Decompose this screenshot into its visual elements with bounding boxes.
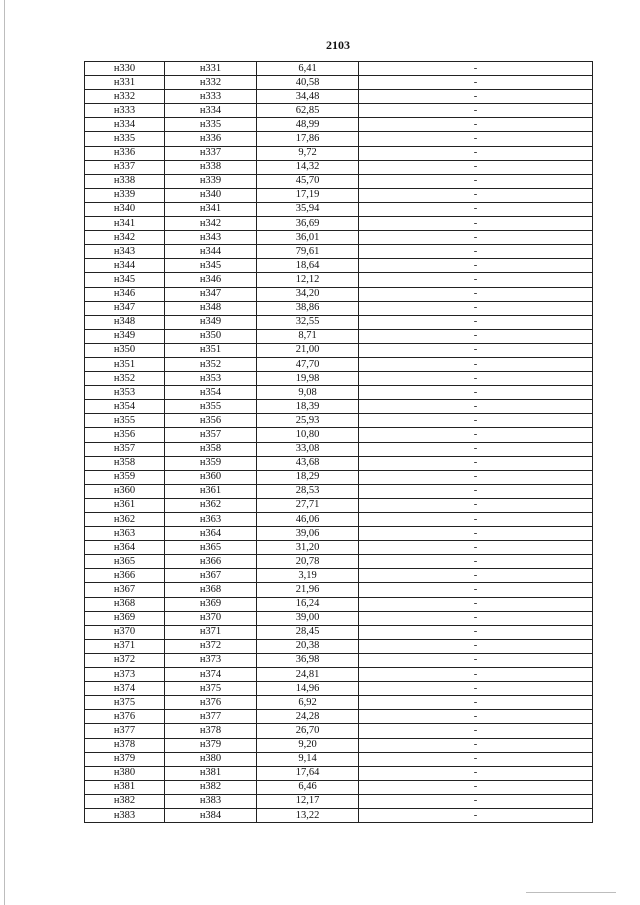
note-cell: - bbox=[359, 696, 593, 710]
point-from-cell: н367 bbox=[85, 583, 165, 597]
note-cell: - bbox=[359, 400, 593, 414]
table-row bbox=[85, 569, 593, 583]
point-to-cell: н358 bbox=[165, 442, 257, 456]
point-to-cell: н373 bbox=[165, 653, 257, 667]
point-to-cell: н340 bbox=[165, 188, 257, 202]
table-row bbox=[85, 245, 593, 259]
table-row bbox=[85, 357, 593, 371]
point-to-cell: н356 bbox=[165, 414, 257, 428]
note-cell: - bbox=[359, 386, 593, 400]
note-cell: - bbox=[359, 442, 593, 456]
table-row bbox=[85, 752, 593, 766]
note-cell: - bbox=[359, 710, 593, 724]
point-from-cell: н364 bbox=[85, 541, 165, 555]
point-to-cell: н375 bbox=[165, 682, 257, 696]
note-cell: - bbox=[359, 414, 593, 428]
note-cell: - bbox=[359, 329, 593, 343]
table-row bbox=[85, 90, 593, 104]
note-cell: - bbox=[359, 273, 593, 287]
table-row bbox=[85, 696, 593, 710]
distance-cell: 39,06 bbox=[257, 527, 359, 541]
point-from-cell: н334 bbox=[85, 118, 165, 132]
point-from-cell: н345 bbox=[85, 273, 165, 287]
distance-cell: 8,71 bbox=[257, 329, 359, 343]
distance-cell: 14,32 bbox=[257, 160, 359, 174]
distance-cell: 12,17 bbox=[257, 794, 359, 808]
table-row bbox=[85, 738, 593, 752]
page-number: 2103 bbox=[326, 38, 350, 52]
bottom-rule bbox=[526, 892, 616, 893]
note-cell: - bbox=[359, 301, 593, 315]
point-to-cell: н339 bbox=[165, 174, 257, 188]
point-from-cell: н360 bbox=[85, 484, 165, 498]
table-row bbox=[85, 611, 593, 625]
distance-cell: 21,96 bbox=[257, 583, 359, 597]
table-row bbox=[85, 329, 593, 343]
point-to-cell: н334 bbox=[165, 104, 257, 118]
point-from-cell: н337 bbox=[85, 160, 165, 174]
point-from-cell: н333 bbox=[85, 104, 165, 118]
note-cell: - bbox=[359, 160, 593, 174]
note-cell: - bbox=[359, 780, 593, 794]
table-row bbox=[85, 668, 593, 682]
table-row bbox=[85, 231, 593, 245]
point-to-cell: н354 bbox=[165, 386, 257, 400]
distance-cell: 9,20 bbox=[257, 738, 359, 752]
table-body bbox=[85, 62, 593, 823]
distance-cell: 32,55 bbox=[257, 315, 359, 329]
point-to-cell: н376 bbox=[165, 696, 257, 710]
distance-cell: 79,61 bbox=[257, 245, 359, 259]
distance-cell: 14,96 bbox=[257, 682, 359, 696]
note-cell: - bbox=[359, 231, 593, 245]
table-row bbox=[85, 541, 593, 555]
point-from-cell: н383 bbox=[85, 808, 165, 822]
point-to-cell: н361 bbox=[165, 484, 257, 498]
table-row bbox=[85, 470, 593, 484]
distance-cell: 6,92 bbox=[257, 696, 359, 710]
table-row bbox=[85, 625, 593, 639]
point-from-cell: н351 bbox=[85, 357, 165, 371]
table-row bbox=[85, 188, 593, 202]
point-from-cell: н362 bbox=[85, 513, 165, 527]
note-cell: - bbox=[359, 357, 593, 371]
distance-cell: 45,70 bbox=[257, 174, 359, 188]
note-cell: - bbox=[359, 555, 593, 569]
point-from-cell: н361 bbox=[85, 498, 165, 512]
table-row bbox=[85, 273, 593, 287]
distance-cell: 20,78 bbox=[257, 555, 359, 569]
distance-cell: 34,20 bbox=[257, 287, 359, 301]
point-to-cell: н372 bbox=[165, 639, 257, 653]
distance-cell: 16,24 bbox=[257, 597, 359, 611]
distance-cell: 18,29 bbox=[257, 470, 359, 484]
note-cell: - bbox=[359, 583, 593, 597]
note-cell: - bbox=[359, 259, 593, 273]
distance-cell: 19,98 bbox=[257, 372, 359, 386]
note-cell: - bbox=[359, 315, 593, 329]
table-row bbox=[85, 202, 593, 216]
point-to-cell: н338 bbox=[165, 160, 257, 174]
table-row bbox=[85, 400, 593, 414]
table-row bbox=[85, 287, 593, 301]
point-to-cell: н336 bbox=[165, 132, 257, 146]
point-from-cell: н369 bbox=[85, 611, 165, 625]
table-row bbox=[85, 386, 593, 400]
table-row bbox=[85, 76, 593, 90]
point-from-cell: н376 bbox=[85, 710, 165, 724]
point-from-cell: н340 bbox=[85, 202, 165, 216]
note-cell: - bbox=[359, 104, 593, 118]
note-cell: - bbox=[359, 513, 593, 527]
point-to-cell: н348 bbox=[165, 301, 257, 315]
table-row bbox=[85, 766, 593, 780]
distance-cell: 24,81 bbox=[257, 668, 359, 682]
table-row bbox=[85, 146, 593, 160]
point-to-cell: н364 bbox=[165, 527, 257, 541]
point-from-cell: н339 bbox=[85, 188, 165, 202]
note-cell: - bbox=[359, 639, 593, 653]
table-row bbox=[85, 372, 593, 386]
point-from-cell: н352 bbox=[85, 372, 165, 386]
table-row bbox=[85, 174, 593, 188]
table-row bbox=[85, 104, 593, 118]
note-cell: - bbox=[359, 146, 593, 160]
table-row bbox=[85, 118, 593, 132]
note-cell: - bbox=[359, 76, 593, 90]
distance-cell: 17,19 bbox=[257, 188, 359, 202]
point-from-cell: н346 bbox=[85, 287, 165, 301]
note-cell: - bbox=[359, 611, 593, 625]
point-to-cell: н383 bbox=[165, 794, 257, 808]
distance-cell: 36,01 bbox=[257, 231, 359, 245]
data-table bbox=[84, 61, 593, 823]
distance-cell: 27,71 bbox=[257, 498, 359, 512]
point-to-cell: н362 bbox=[165, 498, 257, 512]
table-row bbox=[85, 682, 593, 696]
point-to-cell: н331 bbox=[165, 62, 257, 76]
note-cell: - bbox=[359, 668, 593, 682]
point-from-cell: н378 bbox=[85, 738, 165, 752]
note-cell: - bbox=[359, 653, 593, 667]
point-to-cell: н382 bbox=[165, 780, 257, 794]
point-from-cell: н379 bbox=[85, 752, 165, 766]
note-cell: - bbox=[359, 287, 593, 301]
table-row bbox=[85, 794, 593, 808]
note-cell: - bbox=[359, 372, 593, 386]
table-row bbox=[85, 583, 593, 597]
point-from-cell: н354 bbox=[85, 400, 165, 414]
note-cell: - bbox=[359, 569, 593, 583]
note-cell: - bbox=[359, 527, 593, 541]
distance-cell: 35,94 bbox=[257, 202, 359, 216]
point-from-cell: н366 bbox=[85, 569, 165, 583]
distance-cell: 47,70 bbox=[257, 357, 359, 371]
table-row bbox=[85, 597, 593, 611]
distance-cell: 6,46 bbox=[257, 780, 359, 794]
point-from-cell: н372 bbox=[85, 653, 165, 667]
distance-cell: 31,20 bbox=[257, 541, 359, 555]
point-to-cell: н380 bbox=[165, 752, 257, 766]
point-from-cell: н355 bbox=[85, 414, 165, 428]
point-to-cell: н337 bbox=[165, 146, 257, 160]
note-cell: - bbox=[359, 245, 593, 259]
point-from-cell: н343 bbox=[85, 245, 165, 259]
point-to-cell: н379 bbox=[165, 738, 257, 752]
table-row bbox=[85, 259, 593, 273]
point-from-cell: н381 bbox=[85, 780, 165, 794]
note-cell: - bbox=[359, 118, 593, 132]
point-from-cell: н347 bbox=[85, 301, 165, 315]
point-from-cell: н359 bbox=[85, 470, 165, 484]
point-to-cell: н342 bbox=[165, 217, 257, 231]
point-from-cell: н341 bbox=[85, 217, 165, 231]
table-row bbox=[85, 62, 593, 76]
table-row bbox=[85, 555, 593, 569]
distance-cell: 18,39 bbox=[257, 400, 359, 414]
distance-cell: 46,06 bbox=[257, 513, 359, 527]
note-cell: - bbox=[359, 597, 593, 611]
note-cell: - bbox=[359, 724, 593, 738]
table-row bbox=[85, 456, 593, 470]
distance-cell: 9,72 bbox=[257, 146, 359, 160]
table-row bbox=[85, 484, 593, 498]
table-row bbox=[85, 710, 593, 724]
table-row bbox=[85, 343, 593, 357]
table-row bbox=[85, 160, 593, 174]
note-cell: - bbox=[359, 766, 593, 780]
point-from-cell: н342 bbox=[85, 231, 165, 245]
point-from-cell: н357 bbox=[85, 442, 165, 456]
distance-cell: 20,38 bbox=[257, 639, 359, 653]
point-to-cell: н344 bbox=[165, 245, 257, 259]
distance-cell: 28,45 bbox=[257, 625, 359, 639]
distance-cell: 10,80 bbox=[257, 428, 359, 442]
distance-cell: 9,08 bbox=[257, 386, 359, 400]
point-to-cell: н360 bbox=[165, 470, 257, 484]
table-row bbox=[85, 653, 593, 667]
point-to-cell: н366 bbox=[165, 555, 257, 569]
distance-cell: 38,86 bbox=[257, 301, 359, 315]
point-to-cell: н374 bbox=[165, 668, 257, 682]
point-to-cell: н345 bbox=[165, 259, 257, 273]
point-from-cell: н330 bbox=[85, 62, 165, 76]
distance-cell: 25,93 bbox=[257, 414, 359, 428]
table-row bbox=[85, 808, 593, 822]
distance-cell: 9,14 bbox=[257, 752, 359, 766]
point-from-cell: н332 bbox=[85, 90, 165, 104]
distance-cell: 39,00 bbox=[257, 611, 359, 625]
note-cell: - bbox=[359, 738, 593, 752]
note-cell: - bbox=[359, 484, 593, 498]
point-from-cell: н363 bbox=[85, 527, 165, 541]
left-margin-rule bbox=[4, 0, 5, 905]
note-cell: - bbox=[359, 498, 593, 512]
note-cell: - bbox=[359, 428, 593, 442]
distance-cell: 40,58 bbox=[257, 76, 359, 90]
point-from-cell: н335 bbox=[85, 132, 165, 146]
point-to-cell: н381 bbox=[165, 766, 257, 780]
point-from-cell: н358 bbox=[85, 456, 165, 470]
point-from-cell: н377 bbox=[85, 724, 165, 738]
distance-cell: 36,98 bbox=[257, 653, 359, 667]
distance-cell: 26,70 bbox=[257, 724, 359, 738]
point-to-cell: н377 bbox=[165, 710, 257, 724]
distance-cell: 13,22 bbox=[257, 808, 359, 822]
note-cell: - bbox=[359, 90, 593, 104]
note-cell: - bbox=[359, 541, 593, 555]
point-to-cell: н350 bbox=[165, 329, 257, 343]
point-from-cell: н368 bbox=[85, 597, 165, 611]
point-to-cell: н367 bbox=[165, 569, 257, 583]
distance-cell: 17,86 bbox=[257, 132, 359, 146]
distance-cell: 43,68 bbox=[257, 456, 359, 470]
table-row bbox=[85, 527, 593, 541]
point-to-cell: н341 bbox=[165, 202, 257, 216]
point-from-cell: н371 bbox=[85, 639, 165, 653]
point-to-cell: н363 bbox=[165, 513, 257, 527]
note-cell: - bbox=[359, 188, 593, 202]
note-cell: - bbox=[359, 794, 593, 808]
table-row bbox=[85, 639, 593, 653]
point-from-cell: н375 bbox=[85, 696, 165, 710]
point-to-cell: н371 bbox=[165, 625, 257, 639]
note-cell: - bbox=[359, 343, 593, 357]
note-cell: - bbox=[359, 174, 593, 188]
point-to-cell: н353 bbox=[165, 372, 257, 386]
note-cell: - bbox=[359, 62, 593, 76]
note-cell: - bbox=[359, 808, 593, 822]
distance-cell: 3,19 bbox=[257, 569, 359, 583]
point-from-cell: н370 bbox=[85, 625, 165, 639]
point-from-cell: н382 bbox=[85, 794, 165, 808]
point-to-cell: н357 bbox=[165, 428, 257, 442]
table-row bbox=[85, 780, 593, 794]
point-to-cell: н332 bbox=[165, 76, 257, 90]
point-to-cell: н370 bbox=[165, 611, 257, 625]
distance-cell: 28,53 bbox=[257, 484, 359, 498]
point-to-cell: н351 bbox=[165, 343, 257, 357]
point-from-cell: н373 bbox=[85, 668, 165, 682]
point-to-cell: н352 bbox=[165, 357, 257, 371]
point-to-cell: н349 bbox=[165, 315, 257, 329]
point-to-cell: н378 bbox=[165, 724, 257, 738]
point-from-cell: н356 bbox=[85, 428, 165, 442]
distance-cell: 48,99 bbox=[257, 118, 359, 132]
point-to-cell: н369 bbox=[165, 597, 257, 611]
table-row bbox=[85, 414, 593, 428]
point-to-cell: н347 bbox=[165, 287, 257, 301]
table-row bbox=[85, 315, 593, 329]
point-from-cell: н350 bbox=[85, 343, 165, 357]
point-from-cell: н348 bbox=[85, 315, 165, 329]
note-cell: - bbox=[359, 752, 593, 766]
note-cell: - bbox=[359, 132, 593, 146]
point-from-cell: н349 bbox=[85, 329, 165, 343]
point-to-cell: н346 bbox=[165, 273, 257, 287]
note-cell: - bbox=[359, 625, 593, 639]
point-from-cell: н365 bbox=[85, 555, 165, 569]
note-cell: - bbox=[359, 202, 593, 216]
distance-cell: 34,48 bbox=[257, 90, 359, 104]
distance-cell: 6,41 bbox=[257, 62, 359, 76]
point-to-cell: н365 bbox=[165, 541, 257, 555]
point-from-cell: н380 bbox=[85, 766, 165, 780]
note-cell: - bbox=[359, 470, 593, 484]
table-row bbox=[85, 301, 593, 315]
table-row bbox=[85, 428, 593, 442]
point-to-cell: н359 bbox=[165, 456, 257, 470]
distance-cell: 18,64 bbox=[257, 259, 359, 273]
point-to-cell: н335 bbox=[165, 118, 257, 132]
point-to-cell: н333 bbox=[165, 90, 257, 104]
table-row bbox=[85, 724, 593, 738]
table-row bbox=[85, 498, 593, 512]
note-cell: - bbox=[359, 682, 593, 696]
table-row bbox=[85, 442, 593, 456]
distance-cell: 17,64 bbox=[257, 766, 359, 780]
note-cell: - bbox=[359, 217, 593, 231]
point-from-cell: н338 bbox=[85, 174, 165, 188]
point-to-cell: н355 bbox=[165, 400, 257, 414]
point-from-cell: н374 bbox=[85, 682, 165, 696]
point-to-cell: н384 bbox=[165, 808, 257, 822]
table-row bbox=[85, 132, 593, 146]
table-row bbox=[85, 217, 593, 231]
table-row bbox=[85, 513, 593, 527]
distance-cell: 24,28 bbox=[257, 710, 359, 724]
point-to-cell: н343 bbox=[165, 231, 257, 245]
note-cell: - bbox=[359, 456, 593, 470]
point-from-cell: н353 bbox=[85, 386, 165, 400]
distance-cell: 33,08 bbox=[257, 442, 359, 456]
point-from-cell: н331 bbox=[85, 76, 165, 90]
point-to-cell: н368 bbox=[165, 583, 257, 597]
distance-cell: 36,69 bbox=[257, 217, 359, 231]
point-from-cell: н336 bbox=[85, 146, 165, 160]
distance-cell: 12,12 bbox=[257, 273, 359, 287]
distance-cell: 62,85 bbox=[257, 104, 359, 118]
distance-cell: 21,00 bbox=[257, 343, 359, 357]
point-from-cell: н344 bbox=[85, 259, 165, 273]
